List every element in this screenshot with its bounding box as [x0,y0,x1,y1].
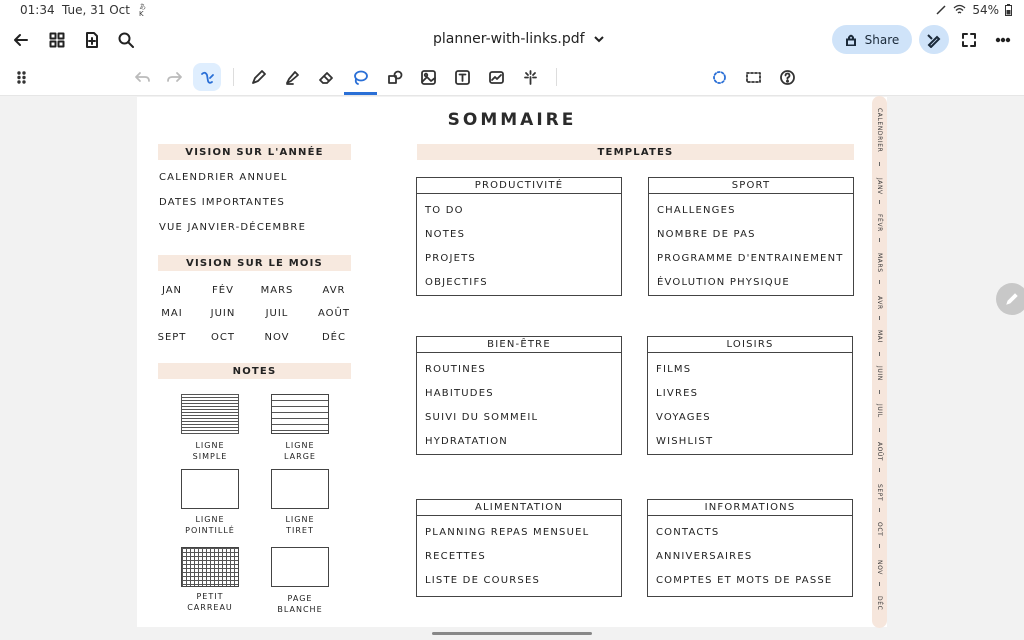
link-calendrier-annuel[interactable]: CALENDRIER ANNUEL [159,172,288,183]
tab-divider [879,544,880,548]
planner-page [137,97,887,627]
tab-fevr[interactable]: FÉVR [876,214,883,232]
template-box-title: LOISIRS [648,337,852,353]
tab-divider [879,428,880,432]
template-link[interactable]: NOTES [425,229,466,240]
template-box-sport [648,177,854,296]
template-box-loisirs [647,336,853,455]
note-template-page-blanche[interactable] [271,547,329,587]
text-icon [454,69,471,86]
template-box-title: INFORMATIONS [648,500,852,516]
highlighter-tool[interactable] [279,64,305,90]
help-circle-icon [779,69,796,86]
search-button[interactable] [113,27,139,53]
pen-mode-icon [926,32,942,48]
undo-icon [134,69,151,86]
template-link[interactable]: LIVRES [656,388,699,399]
month-link[interactable]: AVR [322,285,346,296]
share-label: Share [864,32,900,47]
tab-divider [879,352,880,356]
lasso-help-button[interactable] [774,64,800,90]
shapes-icon [387,69,404,86]
shapes-tool[interactable] [382,64,408,90]
month-section-header: VISION SUR LE MOIS [158,255,351,271]
template-link[interactable]: CONTACTS [656,527,720,538]
search-icon [117,31,135,49]
template-link[interactable]: RECETTES [425,551,486,562]
status-bar [0,0,1024,22]
template-link[interactable]: OBJECTIFS [425,277,488,288]
tab-sept[interactable]: SEPT [876,484,883,502]
template-link[interactable]: VOYAGES [656,412,711,423]
note-label: PAGE BLANCHE [277,594,323,614]
fullscreen-icon [960,31,978,49]
template-link[interactable]: WISHLIST [656,436,714,447]
template-link[interactable]: HABITUDES [425,388,494,399]
redo-icon [166,69,183,86]
status-right [935,3,1012,17]
month-link[interactable]: SEPT [157,332,187,343]
chevron-down-icon [593,33,605,45]
keyboard-indicator-icon: あ K [139,3,146,18]
lock-icon [845,34,857,46]
lasso-freeform-option[interactable] [706,64,732,90]
status-date: Tue, 31 Oct [62,3,130,17]
template-link[interactable]: PLANNING REPAS MENSUEL [425,527,590,538]
lasso-icon [352,69,369,86]
pen-tool[interactable] [245,64,271,90]
pages-grid-button[interactable] [44,27,70,53]
arrow-left-icon [12,31,30,49]
month-link[interactable]: MAI [161,308,183,319]
text-tool[interactable] [449,64,475,90]
tab-calendrier[interactable]: CALENDRIER [876,108,883,153]
document-title-dropdown[interactable] [433,31,605,47]
toolbar-divider [556,68,557,86]
pen-icon [250,69,267,86]
tab-divider [879,162,880,166]
template-link[interactable]: PROJETS [425,253,476,264]
tab-divider [879,200,880,204]
lasso-tool[interactable] [347,64,373,90]
home-indicator[interactable] [432,632,592,635]
template-link[interactable]: FILMS [656,364,692,375]
tab-juil[interactable]: JUIL [876,404,883,418]
template-box-title: SPORT [649,178,853,194]
share-button[interactable] [832,25,912,54]
tab-divider [879,468,880,472]
page-title: SOMMAIRE [447,110,577,130]
drag-handle-icon [13,69,30,86]
note-label: LIGNE LARGE [284,441,316,461]
template-box-title: PRODUCTIVITÉ [417,178,621,194]
tab-janv[interactable]: JANV [876,178,883,195]
template-link[interactable]: SUIVI DU SOMMEIL [425,412,539,423]
template-box-informations [647,499,853,597]
template-link[interactable]: ÉVOLUTION PHYSIQUE [657,277,790,288]
floating-edit-button[interactable] [996,283,1024,315]
note-label: LIGNE TIRET [285,515,315,535]
toolbar-drag-handle[interactable] [8,64,34,90]
month-link[interactable]: JUIL [265,308,289,319]
sticker-icon [488,69,505,86]
tab-divider [879,280,880,284]
document-title: planner-with-links.pdf [433,31,585,47]
redo-button[interactable] [161,64,187,90]
read-only-toggle[interactable] [193,63,221,91]
tab-aout[interactable]: AOÛT [876,442,883,462]
note-template-ligne-tiret[interactable] [271,469,329,509]
tab-divider [879,582,880,586]
pen-mode-toggle[interactable] [919,25,949,54]
template-link[interactable]: LISTE DE COURSES [425,575,541,586]
note-template-ligne-large[interactable] [271,394,329,434]
template-box-title: ALIMENTATION [417,500,621,516]
month-link[interactable]: JAN [161,285,183,296]
grid-icon [48,31,66,49]
month-link[interactable]: FÉV [212,285,234,296]
tab-dec[interactable]: DÉC [876,596,883,611]
template-link[interactable]: TO DO [425,205,464,216]
toolbar-divider [233,68,234,86]
month-link[interactable]: JUIN [210,308,236,319]
month-tab-strip [872,96,887,628]
month-link[interactable]: DÉC [321,332,346,343]
templates-header: TEMPLATES [417,144,854,160]
month-link[interactable]: NOV [264,332,290,343]
wifi-icon [953,4,966,16]
add-page-button[interactable] [79,27,105,53]
tab-divider [879,316,880,320]
month-link[interactable]: AOÛT [318,308,350,319]
rectangle-select-icon [745,69,762,86]
edit-signal-icon [935,4,947,16]
elements-tool[interactable] [483,64,509,90]
freeform-lasso-icon [711,69,728,86]
note-label: LIGNE POINTILLÉ [185,515,235,535]
tab-avr[interactable]: AVR [876,296,883,310]
tab-oct[interactable]: OCT [876,522,883,537]
note-label: LIGNE SIMPLE [192,441,228,461]
lasso-rectangle-option[interactable] [740,64,766,90]
template-box-productivite [416,177,622,296]
battery-percent: 54% [972,3,999,17]
template-box-title: BIEN-ÊTRE [417,337,621,353]
month-link[interactable]: OCT [211,332,235,343]
highlighter-icon [284,69,301,86]
add-page-icon [83,31,101,49]
back-button[interactable] [8,27,34,53]
image-icon [420,69,437,86]
active-tool-indicator [344,92,377,95]
eraser-icon [318,69,335,86]
notes-section-header: NOTES [158,363,351,379]
laser-pointer-tool[interactable] [517,64,543,90]
tab-mai[interactable]: MAI [876,330,883,343]
note-label: PETIT CARREAU [187,592,233,612]
laser-pointer-icon [522,69,539,86]
tab-juin[interactable]: JUIN [876,366,883,381]
link-dates-importantes[interactable]: DATES IMPORTANTES [159,197,286,208]
tab-divider [879,238,880,242]
tab-divider [879,390,880,394]
template-link[interactable]: HYDRATATION [425,436,508,447]
hand-pen-icon [199,69,216,86]
note-template-petit-carreau[interactable] [181,547,239,587]
status-time: 01:34 [20,3,55,17]
link-vue-janvier-decembre[interactable]: VUE JANVIER-DÉCEMBRE [159,222,307,233]
battery-icon [1005,4,1012,16]
more-horizontal-icon [994,31,1012,49]
more-options-button[interactable] [990,27,1016,53]
year-section-header: VISION SUR L'ANNÉE [158,144,351,160]
template-link[interactable]: ANNIVERSAIRES [656,551,753,562]
template-link[interactable]: COMPTES ET MOTS DE PASSE [656,575,833,586]
note-template-ligne-pointille[interactable] [181,469,239,509]
pencil-icon [1005,292,1019,306]
template-box-alimentation [416,499,622,597]
template-link[interactable]: PROGRAMME D'ENTRAINEMENT [657,253,844,264]
eraser-tool[interactable] [313,64,339,90]
tab-mars[interactable]: MARS [876,253,883,273]
app-bar [0,22,1024,58]
image-tool[interactable] [415,64,441,90]
template-box-bien-etre [416,336,622,455]
template-link[interactable]: NOMBRE DE PAS [657,229,756,240]
template-link[interactable]: ROUTINES [425,364,486,375]
template-link[interactable]: CHALLENGES [657,205,736,216]
note-template-ligne-simple[interactable] [181,394,239,434]
drawing-toolbar [0,58,1024,96]
undo-button[interactable] [129,64,155,90]
fullscreen-button[interactable] [956,27,982,53]
tab-divider [879,508,880,512]
month-link[interactable]: MARS [260,285,294,296]
tab-nov[interactable]: NOV [876,560,883,576]
